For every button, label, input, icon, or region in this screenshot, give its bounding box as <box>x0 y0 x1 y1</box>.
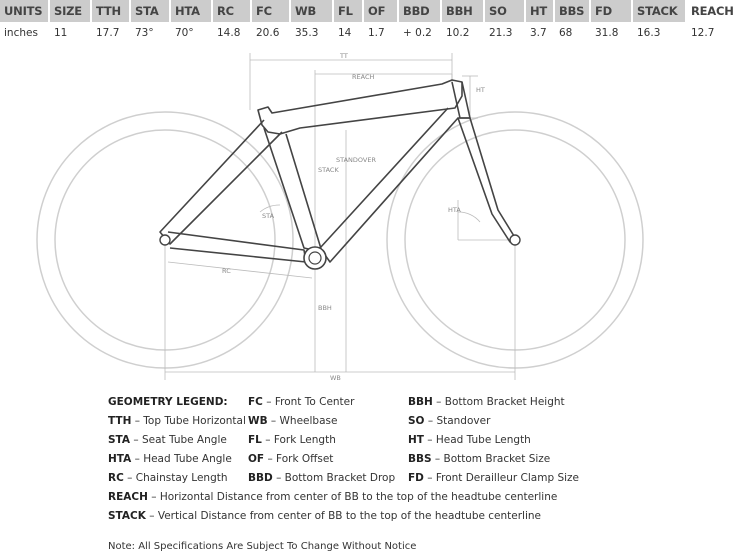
col-header-bbd: BBD <box>398 0 441 22</box>
label-stack: STACK <box>318 166 339 174</box>
legend-item: OF – Fork Offset <box>248 453 334 465</box>
legend-item: SO – Standover <box>408 415 491 427</box>
label-sta: STA <box>262 212 275 220</box>
legend-item: WB – Wheelbase <box>248 415 338 427</box>
label-wb: WB <box>330 374 341 382</box>
cell-fd: 31.8 <box>590 22 632 44</box>
legend-item: FC – Front To Center <box>248 396 355 408</box>
cell-bbs: 68 <box>554 22 590 44</box>
label-rc: RC <box>222 267 231 275</box>
col-header-rc: RC <box>212 0 251 22</box>
cell-sta: 73° <box>130 22 170 44</box>
cell-hta: 70° <box>170 22 212 44</box>
bike-geometry-diagram <box>0 44 676 390</box>
col-header-fl: FL <box>333 0 363 22</box>
label-standover: STANDOVER <box>336 156 376 164</box>
label-hta: HTA <box>448 206 461 214</box>
cell-units: inches <box>0 22 49 44</box>
legend-item: HT – Head Tube Length <box>408 434 531 446</box>
label-ht: HT <box>476 86 485 94</box>
cell-bbd: + 0.2 <box>398 22 441 44</box>
legend-title: GEOMETRY LEGEND: <box>108 396 228 408</box>
col-header-bbs: BBS <box>554 0 590 22</box>
col-header-size: SIZE <box>49 0 91 22</box>
table-row: inches 11 17.7 73° 70° 14.8 20.6 35.3 14 1.7 + 0.2 10.2 21.3 3.7 68 31.8 16.3 12.7 <box>0 22 686 44</box>
col-header-units: UNITS <box>0 0 49 22</box>
col-header-bbh: BBH <box>441 0 484 22</box>
col-header-fd: FD <box>590 0 632 22</box>
col-header-hta: HTA <box>170 0 212 22</box>
cell-stack: 16.3 <box>632 22 686 44</box>
legend-item-stack: STACK – Vertical Distance from center of BB to the top of the headtube centerline <box>108 510 542 522</box>
disclaimer-note: Note: All Specifications Are Subject To Change Without Notice <box>108 541 417 552</box>
col-header-ht: HT <box>525 0 554 22</box>
cell-bbh: 10.2 <box>441 22 484 44</box>
col-header-wb: WB <box>290 0 333 22</box>
cell-wb: 35.3 <box>290 22 333 44</box>
legend-item: HTA – Head Tube Angle <box>108 453 232 465</box>
cell-tth: 17.7 <box>91 22 130 44</box>
rear-axle <box>160 235 170 245</box>
legend-item: FL – Fork Length <box>248 434 336 446</box>
col-header-fc: FC <box>251 0 290 22</box>
cell-rc: 14.8 <box>212 22 251 44</box>
legend-item: BBD – Bottom Bracket Drop <box>248 472 396 484</box>
col-header-so: SO <box>484 0 525 22</box>
bottom-bracket <box>304 247 326 269</box>
legend-item: STA – Seat Tube Angle <box>108 434 227 446</box>
col-header-tth: TTH <box>91 0 130 22</box>
legend-item: BBH – Bottom Bracket Height <box>408 396 565 408</box>
cell-size: 11 <box>49 22 91 44</box>
legend-item: TTH – Top Tube Horizontal <box>108 415 246 427</box>
label-reach: REACH <box>352 73 375 81</box>
table-header-row: UNITS SIZE TTH STA HTA RC FC WB FL OF BBD BBH SO HT BBS FD STACK REACH <box>0 0 686 22</box>
legend-item: FD – Front Derailleur Clamp Size <box>408 472 580 484</box>
col-header-stack: STACK <box>632 0 686 22</box>
col-header-sta: STA <box>130 0 170 22</box>
cell-fc: 20.6 <box>251 22 290 44</box>
col-header-of: OF <box>363 0 398 22</box>
label-bbh: BBH <box>318 304 332 312</box>
cell-so: 21.3 <box>484 22 525 44</box>
cell-ht: 3.7 <box>525 22 554 44</box>
front-axle <box>510 235 520 245</box>
legend-item: RC – Chainstay Length <box>108 472 228 484</box>
geometry-spec-table <box>0 0 734 44</box>
cell-of: 1.7 <box>363 22 398 44</box>
legend-item: BBS – Bottom Bracket Size <box>408 453 551 465</box>
cell-fl: 14 <box>333 22 363 44</box>
legend-item-reach: REACH – Horizontal Distance from center of BB to the top of the headtube centerline <box>108 491 558 503</box>
label-tt: TT <box>340 52 348 60</box>
